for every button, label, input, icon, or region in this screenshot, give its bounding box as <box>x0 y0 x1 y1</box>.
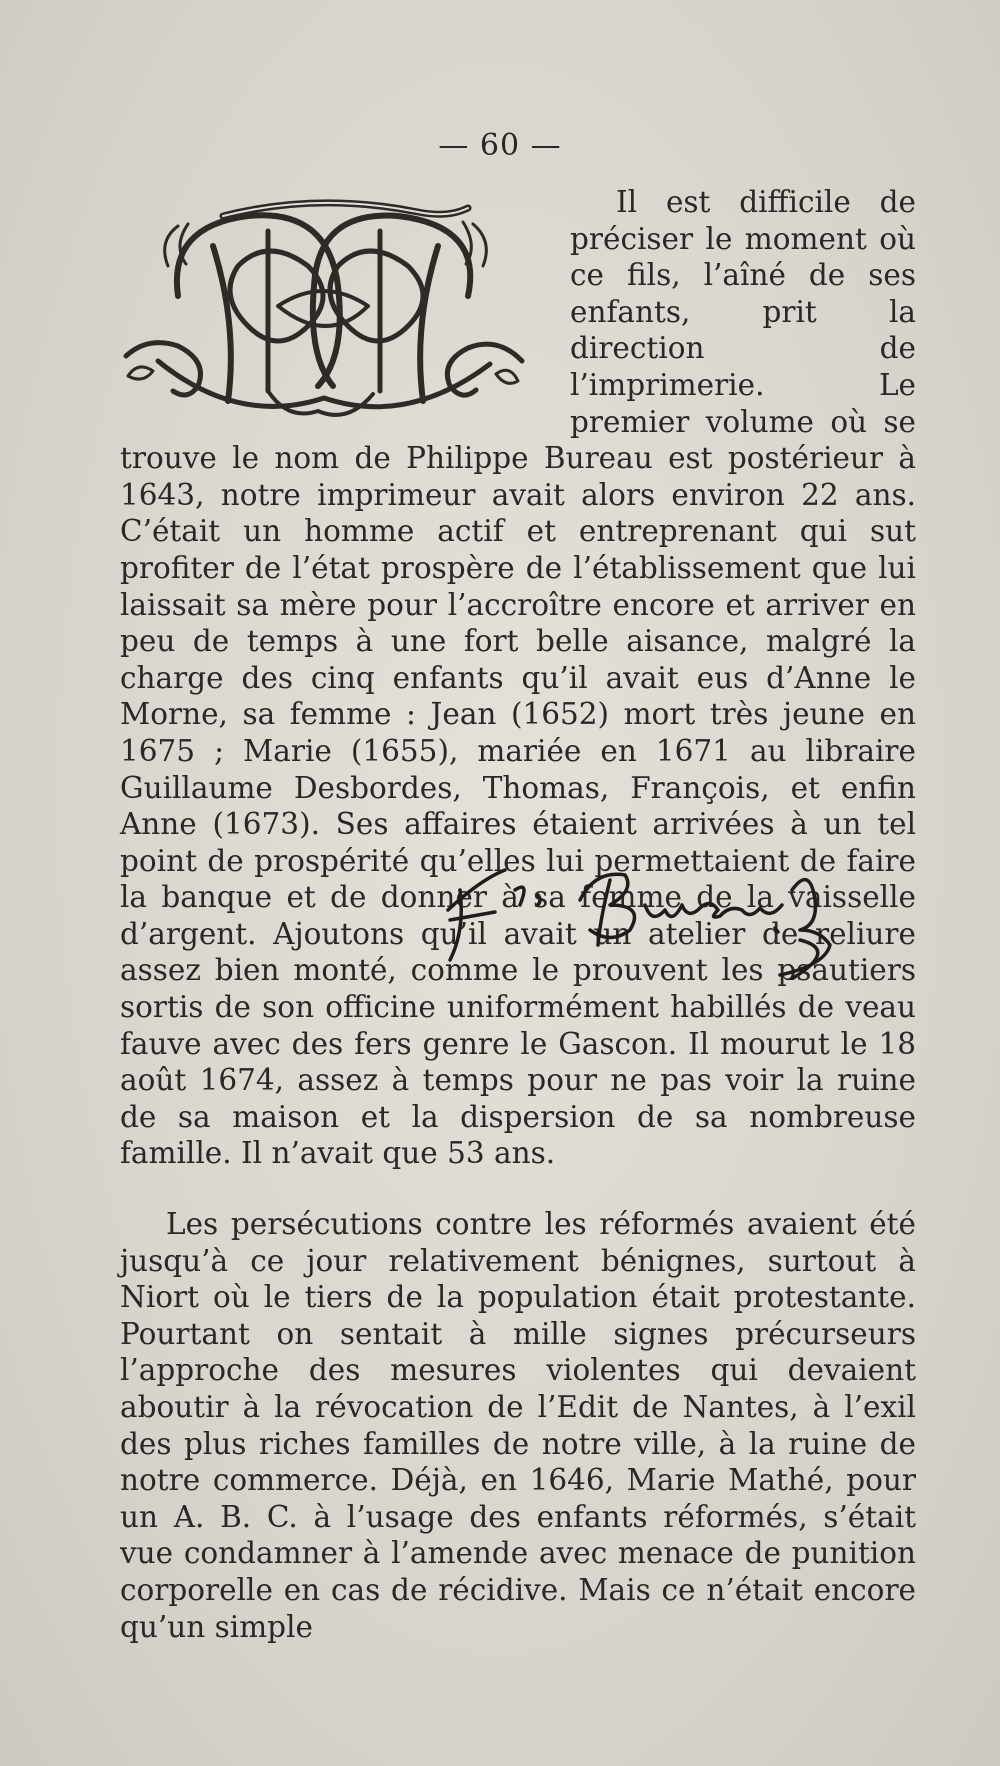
paragraph-1 <box>120 184 916 1172</box>
monogram-ornament <box>118 186 530 436</box>
page-number: — 60 — <box>438 128 562 163</box>
signature <box>420 850 900 980</box>
paragraph-2 <box>120 1206 916 1645</box>
paragraph-1-text: Il est difficile de préciser le moment où ce fils, l’aîné de ses enfants, prit la direction de l’imprimerie. Le premier volume où se trouve le nom de Philippe Bureau est postérieur à 1643, notre imprimeur avait alors environ 22 ans. C’était un homme actif et entreprenant qui sut profiter de l’état prospère de l’établissement que lui laissait sa mère pour l’accroître encore et arriver en peu de temps à une fort belle aisance, malgré la charge des cinq enfants qu’il avait eus d’Anne le Morne, sa femme : Jean (1652) mort très jeune en 1675 ; Marie (1655), mariée en 1671 au libraire Guillaume Desbordes, Thomas, François, et enfin Anne (1673). Ses affaires étaient arrivées à un tel point de prospérité qu’elles lui permettaient de faire la banque et de donner à sa femme de la vaisselle d’argent. Ajoutons qu’il avait un atelier de reliure assez bien monté, comme le prouvent les psautiers sortis de son officine uniformément habillés de veau fauve avec des fers genre le Gascon. Il mourut le 18 août 1674, assez à temps pour ne pas voir la ruine de sa maison et la dispersion de sa nombreuse famille. Il n’avait que 53 ans. <box>120 185 916 1171</box>
paragraph-2-text: Les persécutions contre les réformés avaient été jusqu’à ce jour relativement bénignes, surtout à Niort où le tiers de la population était protestante. Pourtant on sentait à mille signes précurseurs l’approche des mesures violentes qui devaient aboutir à la révocation de l’Edit de Nantes, à l’exil des plus riches familles de notre ville, à la ruine de notre commerce. Déjà, en 1646, Marie Mathé, pour un A. B. C. à l’usage des enfants réformés, s’était vue condamner à l’amende avec menace de punition corporelle en cas de récidive. Mais ce n’était encore qu’un simple <box>120 1207 916 1644</box>
